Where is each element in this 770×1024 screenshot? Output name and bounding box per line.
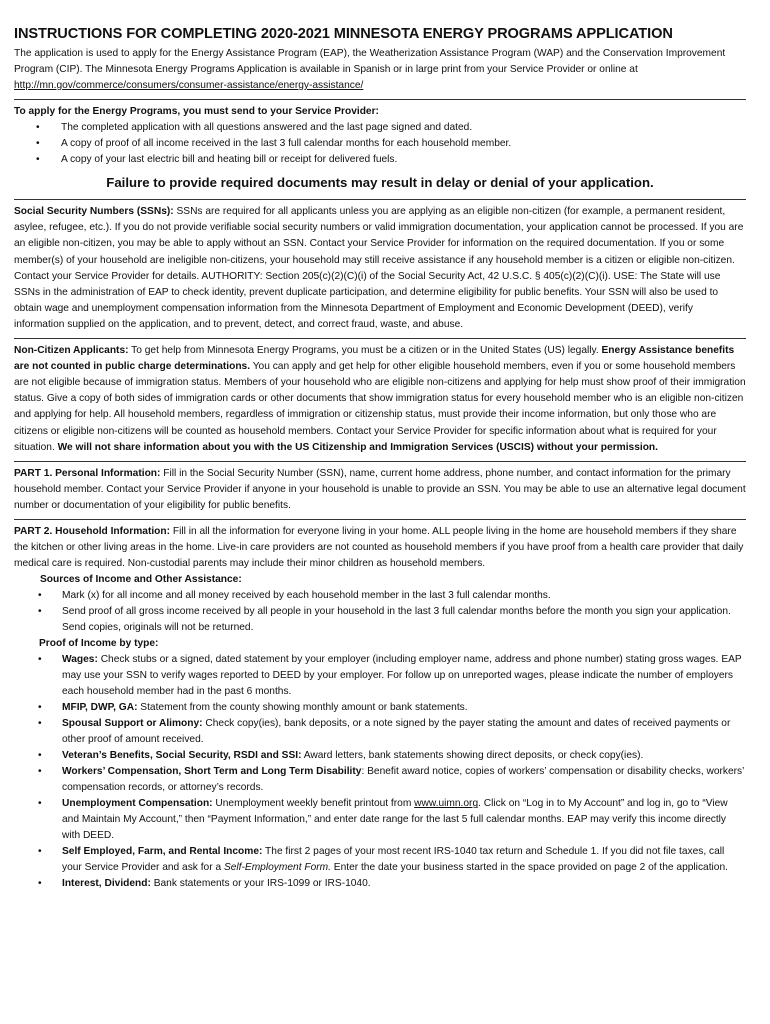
- bullet-icon: •: [38, 750, 42, 762]
- section-divider: [14, 338, 746, 339]
- list-item: • Unemployment Compensation: Unemployment weekly benefit printout from www.uimn.org. Click on “Log in to My Account” and log in, go to “View and Maintain My Account,” then “Payment Information,” and enter date range for the last 5 full calendar months. EAP may verify this income directly with DEED.: [38, 798, 728, 842]
- bullet-icon: •: [38, 766, 42, 778]
- bullet-icon: •: [38, 654, 42, 666]
- bullet-icon: •: [36, 138, 40, 150]
- section-divider: [14, 461, 746, 462]
- list-item: • Send proof of all gross income received by all people in your household in the last 3 full calendar months before the month you sign your application. Send copies, originals will not be returned.: [38, 606, 731, 634]
- list-item: • Workers’ Compensation, Short Term and Long Term Disability: Benefit award notice, copies of workers’ compensation or disability checks, workers’ compensation records, or attorney’s records.: [38, 766, 745, 794]
- list-item: • Veteran’s Benefits, Social Security, RSDI and SSI: Award letters, bank statements showing direct deposits, or check copy(ies).: [14, 748, 746, 764]
- list-item: • MFIP, DWP, GA: Statement from the county showing monthly amount or bank statements.: [14, 700, 746, 716]
- part1-label: PART 1. Personal Information:: [14, 467, 161, 479]
- sources-heading: Sources of Income and Other Assistance:: [40, 574, 242, 586]
- ssn-label: Social Security Numbers (SSNs):: [14, 206, 174, 218]
- list-item: • A copy of your last electric bill and heating bill or receipt for delivered fuels.: [14, 152, 746, 168]
- uimn-link[interactable]: www.uimn.org: [414, 798, 479, 810]
- proof-heading: Proof of Income by type:: [39, 638, 159, 650]
- apply-heading: To apply for the Energy Programs, you must send to your Service Provider:: [14, 106, 379, 118]
- list-item: • Interest, Dividend: Bank statements or your IRS-1099 or IRS-1040.: [14, 876, 746, 892]
- bullet-icon: •: [38, 846, 42, 858]
- bullet-icon: •: [38, 590, 42, 602]
- bullet-icon: •: [38, 878, 42, 890]
- part1-paragraph: PART 1. Personal Information: Fill in the Social Security Number (SSN), name, current home address, phone number, and contact information for the primary household member. Contact your Service Provider if anyone in your household is unable to provide an SSN. You may be able to use an alternative legal document number or documentation of your eligibility for public benefits.: [14, 467, 746, 511]
- part2-paragraph: PART 2. Household Information: Fill in all the information for everyone living in your home. ALL people living in the home are household members if they share the kitchen or other living areas in the home. Live-in care providers are not counted as household members if you have proof from a health care provider that daily medical care is required. Non-custodial parents may include their minor children as household members.: [14, 525, 744, 570]
- part2-label: PART 2. Household Information:: [14, 525, 171, 537]
- section-divider: [14, 99, 746, 100]
- document-title: INSTRUCTIONS FOR COMPLETING 2020-2021 MINNESOTA ENERGY PROGRAMS APPLICATION: [14, 26, 673, 42]
- warning-notice: Failure to provide required documents may result in delay or denial of your application.: [106, 175, 654, 191]
- ssn-paragraph: Social Security Numbers (SSNs): SSNs are required for all applicants unless you are applying as an eligible non-citizen (for example, a permanent resident, asylee, refugee, etc.). If you do not provide verifiable social security numbers or valid immigration documentation, your application cannot be processed. If you are an eligible non-citizen, you may be able to apply without an SSN. Contact your Service Provider for information on the required documentation. If you or some member(s) of your household are ineligible non-citizens, your household may still receive assistance if any household member is a citizen or eligible non-citizen. Contact your Service Provider for details. AUTHORITY: Section 205(c)(2)(C)(i) of the Social Security Act, 42 U.S.C. § 405(c)(2)(C)(i). USE: The State will use SSNs in the administration of EAP to check identity, prevent duplicate participation, and determine eligibility for public benefits. Your SSN will also be used to obtain wage and unemployment compensation information from the Minnesota Department of Employment and Economic Development (DEED), verify information supplied on the application, and to prevent, detect, and correct fraud, waste, and abuse.: [14, 206, 744, 330]
- bullet-icon: •: [38, 606, 42, 618]
- noncitizen-paragraph: Non-Citizen Applicants: To get help from Minnesota Energy Programs, you must be a citizen or in the United States (US) legally. Energy Assistance benefits are not counted in public charge determinations. You can apply and get help for other eligible household members, even if you or some household members are not eligible because of immigration status. Members of your household who are eligible non-citizens and applying for help must show proof of their immigration status. Give a copy of both sides of immigration cards or other documents that show immigration status for every household member who is an eligible non-citizen and applying for help. All household members, regardless of immigration or citizenship status, must provide their income information, but only those who are citizens or eligible non-citizens will be counted as household members. Contact your Service Provider for specific information about what is required for your situation. We will not share information about you with the US Citizenship and Immigration Services (USCIS) without your permission.: [14, 345, 746, 453]
- list-item: • The completed application with all questions answered and the last page signed and dated.: [14, 120, 746, 136]
- bullet-icon: •: [38, 702, 42, 714]
- bullet-icon: •: [36, 122, 40, 134]
- list-item: • Spousal Support or Alimony: Check copy(ies), bank deposits, or a note signed by the payer stating the amount and dates of received payments or other proof of amount received.: [38, 718, 731, 746]
- bullet-icon: •: [36, 154, 40, 166]
- list-item: • A copy of proof of all income received in the last 3 full calendar months for each household member.: [14, 136, 746, 152]
- proof-list: [14, 652, 746, 892]
- list-item: • Self Employed, Farm, and Rental Income: The first 2 pages of your most recent IRS-1040 tax return and Schedule 1. If you did not file taxes, call your Service Provider and ask for a Self-Employment Form. Enter the date your business started in the space provided on page 2 of the application.: [38, 846, 728, 874]
- intro-text: The application is used to apply for the Energy Assistance Program (EAP), the Weatherization Assistance Program (WAP) and the Conservation Improvement Program (CIP). The Minnesota Energy Programs Application is available in Spanish or in large print from your Service Provider or online at: [14, 48, 726, 76]
- section-divider: [14, 199, 746, 200]
- list-item: • Wages: Check stubs or a signed, dated statement by your employer (including employer name, address and phone number) stating gross wages. EAP may use your SSN to verify wages reported to DEED by your employer. For follow up on unreported wages, please indicate the number of employers each household member had in the past 6 months.: [38, 654, 742, 698]
- bullet-icon: •: [38, 718, 42, 730]
- list-item: • Mark (x) for all income and all money received by each household member in the last 3 full calendar months.: [14, 588, 746, 604]
- apply-list: [14, 120, 746, 168]
- section-divider: [14, 519, 746, 520]
- energy-assistance-link[interactable]: http://mn.gov/commerce/consumers/consumer-assistance/energy-assistance/: [14, 80, 364, 92]
- intro-paragraph: [14, 46, 746, 94]
- sources-list: [14, 588, 746, 636]
- bullet-icon: •: [38, 798, 42, 810]
- noncitizen-label: Non-Citizen Applicants:: [14, 345, 129, 357]
- document-page: [14, 26, 746, 892]
